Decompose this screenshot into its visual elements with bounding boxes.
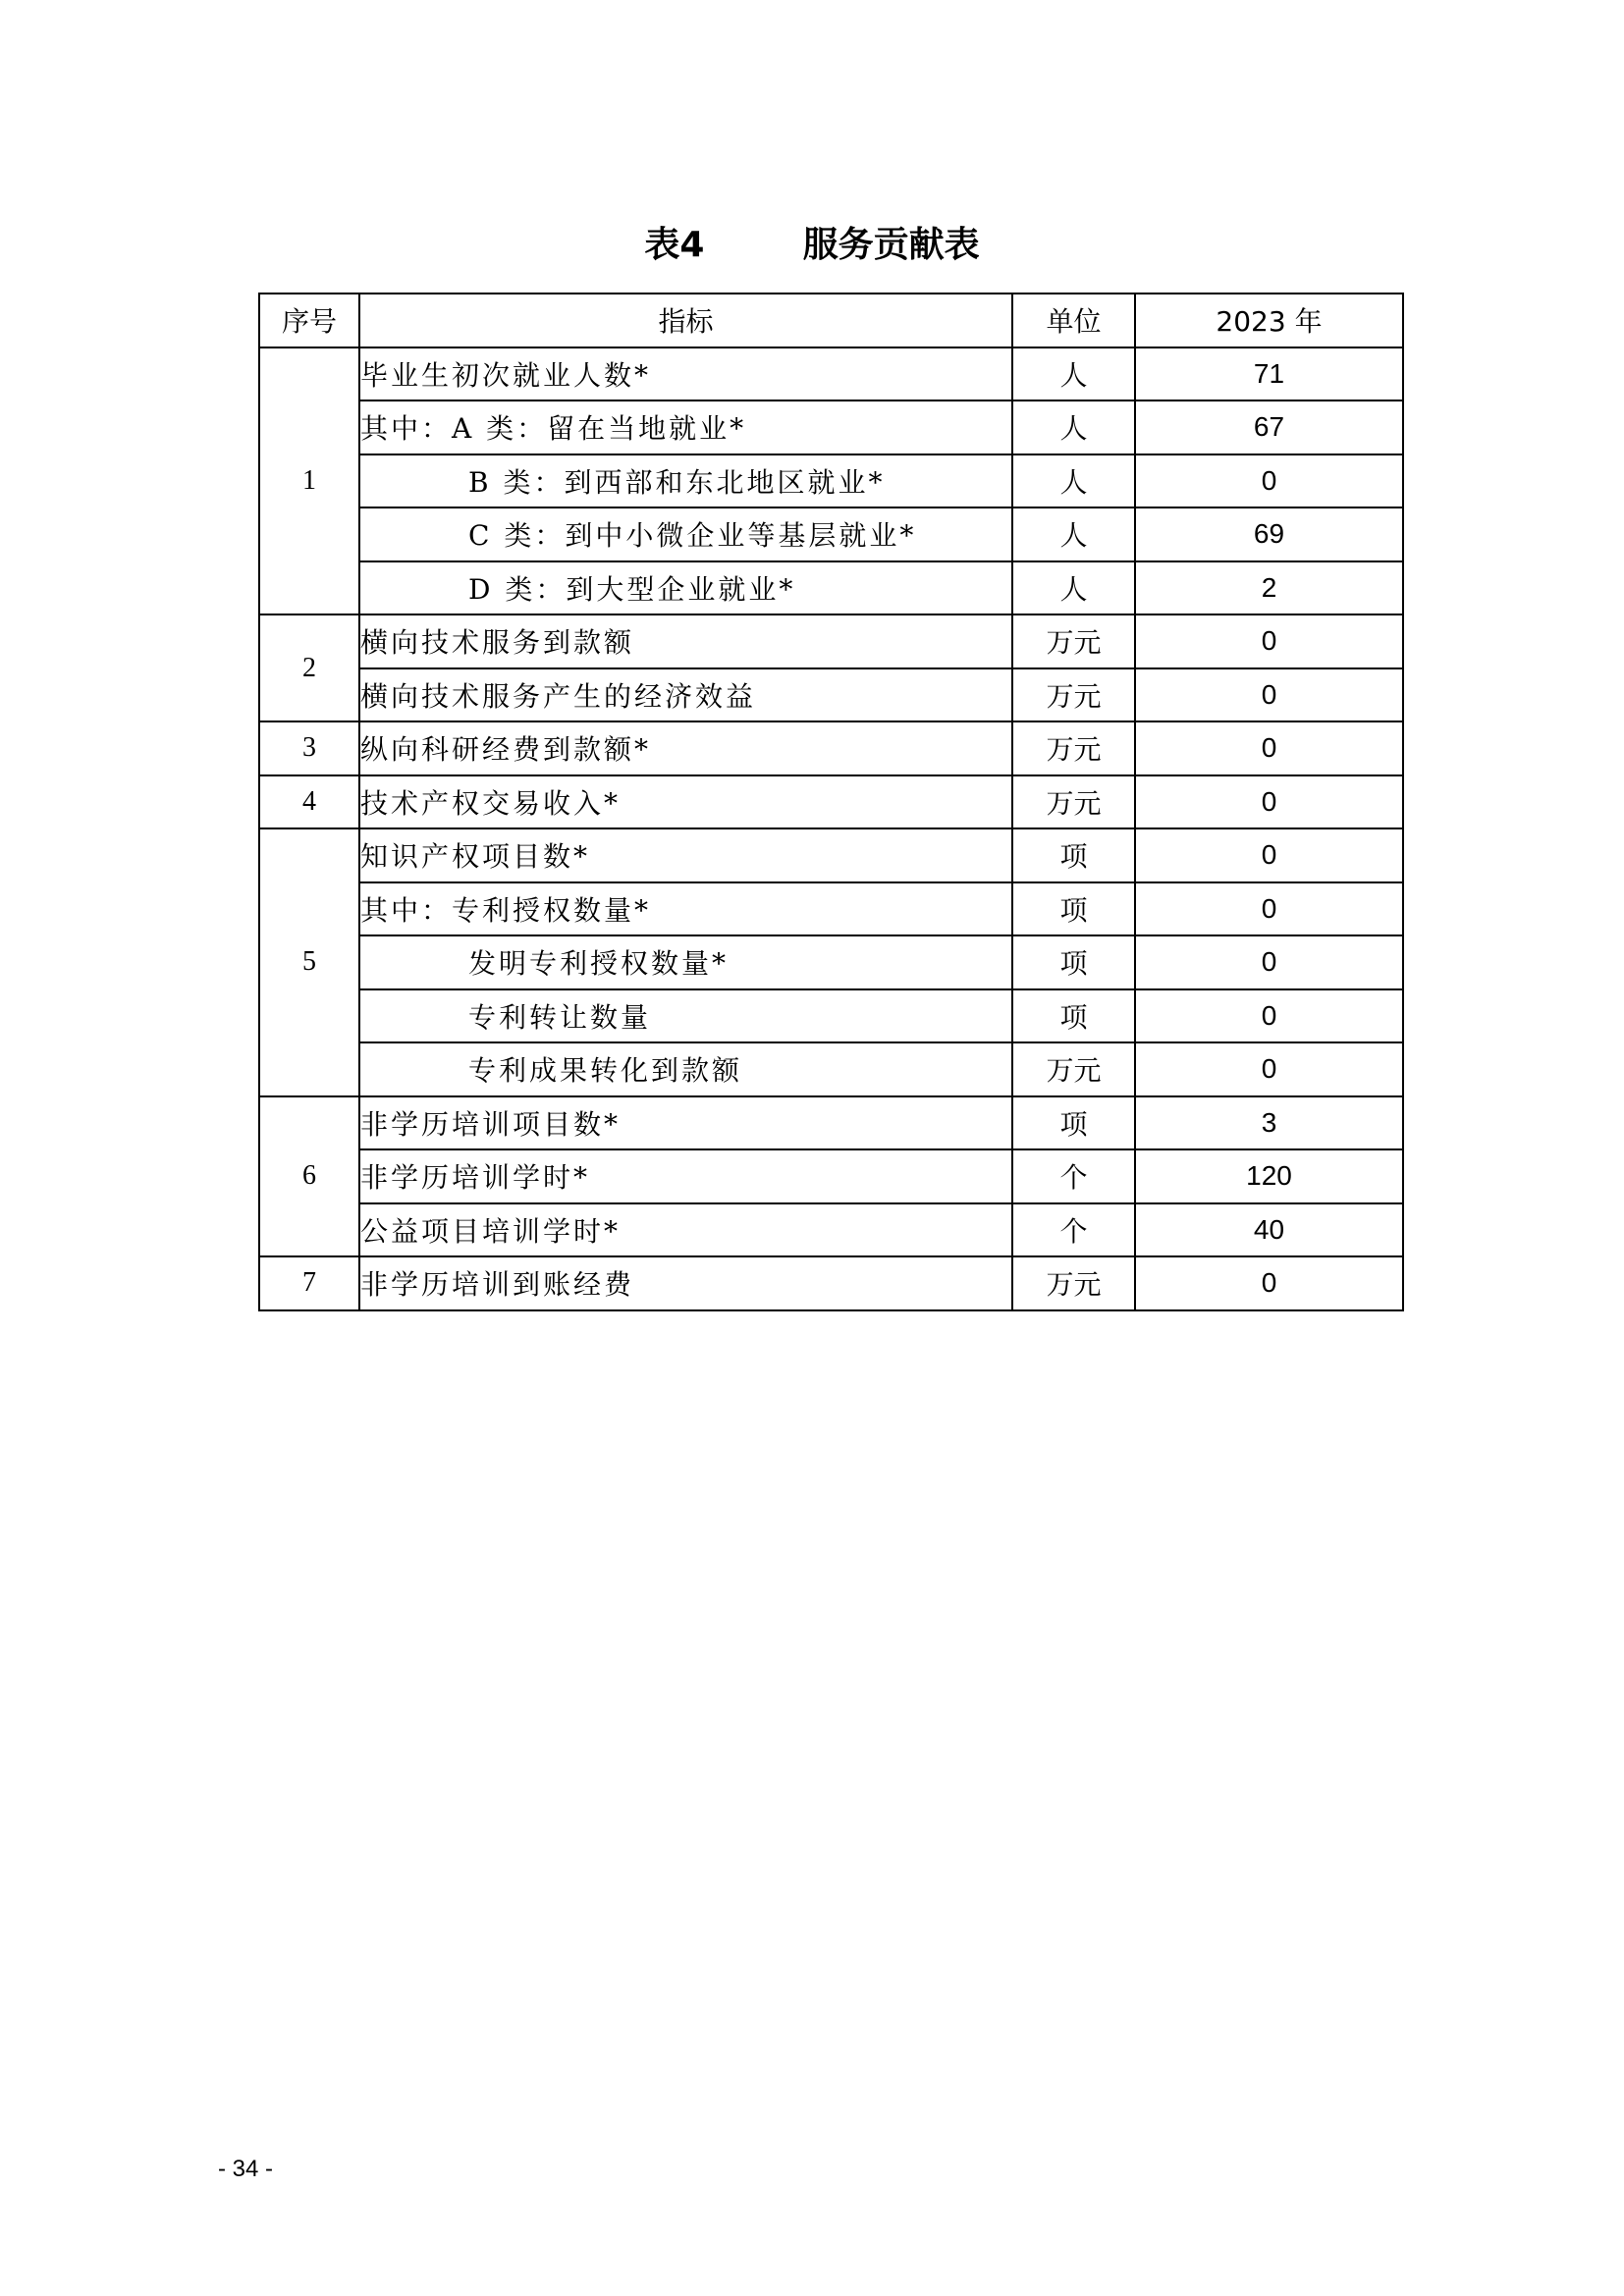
row-indicator: 非学历培训到账经费 [359,1256,1012,1310]
row-unit: 人 [1012,347,1135,401]
row-value: 67 [1135,400,1403,454]
row-indicator: 横向技术服务到款额 [359,614,1012,668]
row-seq: 7 [259,1256,359,1310]
row-unit: 个 [1012,1203,1135,1257]
table-row [259,1203,1403,1257]
row-value: 0 [1135,614,1403,668]
row-value: 0 [1135,882,1403,936]
row-seq: 5 [259,828,359,1096]
header-seq: 序号 [259,294,359,347]
row-value: 2 [1135,561,1403,615]
header-year: 2023 年 [1135,294,1403,347]
row-unit: 人 [1012,454,1135,508]
row-unit: 人 [1012,561,1135,615]
page-number: - 34 - [218,2156,274,2182]
row-seq: 4 [259,775,359,829]
row-indicator: 技术产权交易收入* [359,775,1012,829]
table-row [259,507,1403,561]
row-indicator: 非学历培训项目数* [359,1096,1012,1150]
table-row [259,828,1403,882]
row-value: 40 [1135,1203,1403,1257]
table-row [259,347,1403,401]
table-row [259,721,1403,775]
row-indicator: B 类：到西部和东北地区就业* [359,454,1012,508]
row-value: 3 [1135,1096,1403,1150]
table-row [259,1149,1403,1203]
row-unit: 项 [1012,989,1135,1043]
table-row [259,668,1403,722]
row-unit: 项 [1012,1096,1135,1150]
row-indicator: 纵向科研经费到款额* [359,721,1012,775]
row-indicator: 知识产权项目数* [359,828,1012,882]
table-row [259,1256,1403,1310]
row-unit: 人 [1012,400,1135,454]
table-row [259,1042,1403,1096]
row-indicator: 专利成果转化到款额 [359,1042,1012,1096]
row-seq: 3 [259,721,359,775]
row-indicator: 公益项目培训学时* [359,1203,1012,1257]
header-indicator: 指标 [359,294,1012,347]
row-value: 0 [1135,668,1403,722]
row-unit: 万元 [1012,775,1135,829]
row-unit: 人 [1012,507,1135,561]
row-unit: 项 [1012,935,1135,989]
row-value: 0 [1135,935,1403,989]
row-unit: 个 [1012,1149,1135,1203]
table-title: 表4 服务贡献表 [644,225,980,265]
row-indicator: D 类：到大型企业就业* [359,561,1012,615]
row-unit: 万元 [1012,668,1135,722]
table-row [259,454,1403,508]
row-value: 0 [1135,828,1403,882]
row-value: 69 [1135,507,1403,561]
row-value: 0 [1135,1042,1403,1096]
table-header-row [259,294,1403,347]
row-value: 0 [1135,1256,1403,1310]
row-value: 0 [1135,989,1403,1043]
row-seq: 6 [259,1096,359,1257]
row-indicator: 其中：A 类：留在当地就业* [359,400,1012,454]
row-unit: 项 [1012,882,1135,936]
row-unit: 万元 [1012,1256,1135,1310]
table-row [259,935,1403,989]
row-indicator: 专利转让数量 [359,989,1012,1043]
table-row [259,614,1403,668]
row-value: 120 [1135,1149,1403,1203]
row-unit: 万元 [1012,614,1135,668]
table-row [259,989,1403,1043]
row-unit: 万元 [1012,1042,1135,1096]
row-indicator: 毕业生初次就业人数* [359,347,1012,401]
row-value: 0 [1135,721,1403,775]
table-row [259,561,1403,615]
table-row [259,1096,1403,1150]
row-seq: 2 [259,614,359,721]
row-unit: 项 [1012,828,1135,882]
row-indicator: 发明专利授权数量* [359,935,1012,989]
row-unit: 万元 [1012,721,1135,775]
service-contribution-table [258,293,1404,1311]
row-value: 71 [1135,347,1403,401]
table-row [259,775,1403,829]
row-indicator: 其中：专利授权数量* [359,882,1012,936]
row-seq: 1 [259,347,359,615]
row-indicator: 横向技术服务产生的经济效益 [359,668,1012,722]
row-value: 0 [1135,775,1403,829]
header-unit: 单位 [1012,294,1135,347]
table-row [259,882,1403,936]
row-indicator: 非学历培训学时* [359,1149,1012,1203]
table-row [259,400,1403,454]
row-value: 0 [1135,454,1403,508]
row-indicator: C 类：到中小微企业等基层就业* [359,507,1012,561]
